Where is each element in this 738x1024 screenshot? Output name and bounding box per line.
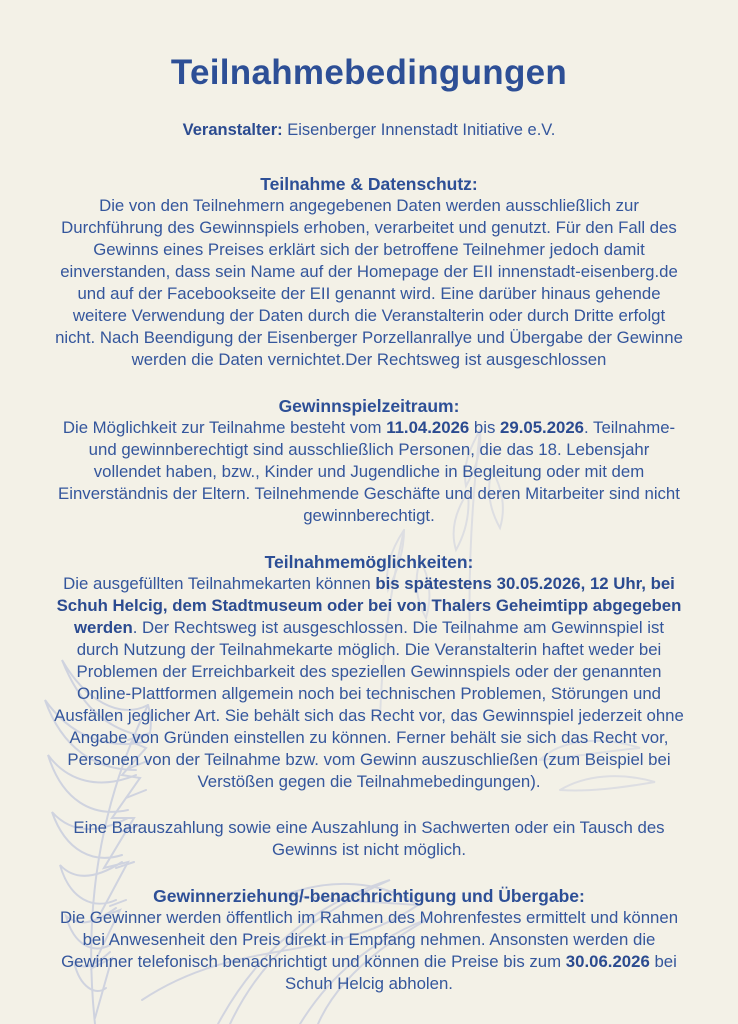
section-heading-zeitraum: Gewinnspielzeitraum: <box>278 395 460 416</box>
section-paragraph-zeitraum: Die Möglichkeit zur Teilnahme besteht vom 11.04.2026 bis 29.05.2026. Teilnahme- und gewinnberechtigt sind ausschließlich Personen, die das 18. Lebensjahr vollendet haben, bzw., Kinder und Jugendliche in Begleitung oder mit dem Einverständnis der Eltern. Teilnehmende Geschäfte und deren Mitarbeiter sind nicht gewinnberechtigt. <box>58 417 680 525</box>
section-heading-gewinnerziehung: Gewinnerziehung/-benachrichtigung und Übergabe: <box>153 885 585 906</box>
section-gewinnspielzeitraum <box>53 395 685 527</box>
section-teilnahme-datenschutz <box>53 173 685 371</box>
section-paragraph-moeglichkeiten: Die ausgefüllten Teilnahmekarten können bis spätestens 30.05.2026, 12 Uhr, bei Schuh Helcig, dem Stadtmuseum oder bei von Thalers Geheimtipp abgegeben werden. Der Rechtsweg ist ausgeschlossen. Die Teilnahme am Gewinnspiel ist durch Nutzung der Teilnahmekarte möglich. Die Veranstalterin haftet weder bei Problemen der Erreichbarkeit des speziellen Gewinnspiels oder der genannten Online-Plattformen allgemein noch bei technischen Problemen, Störungen und Ausfällen jeglicher Art. Sie behält sich das Recht vor, das Gewinnspiel jederzeit ohne Angabe von Gründen einstellen zu können. Ferner behält sie sich das Recht vor, Personen von der Teilnahme bzw. vom Gewinn auszuschließen (zum Beispiel bei Verstößen gegen die Teilnahmebedingungen). <box>54 573 684 791</box>
section-gewinnerziehung <box>53 885 685 995</box>
section-heading-moeglichkeiten: Teilnahmemöglichkeiten: <box>264 551 474 572</box>
section-paragraph-gewinnerziehung: Die Gewinner werden öffentlich im Rahmen des Mohrenfestes ermittelt und können bei Anwesenheit den Preis direkt in Empfang nehmen. Ansonsten werden die Gewinner telefonisch benachrichtigt und können die Preise bis zum 30.06.2026 bei Schuh Helcig abholen. <box>59 907 679 993</box>
section-teilnahmemoeglichkeiten <box>53 551 685 793</box>
page-title: Teilnahmebedingungen <box>170 53 568 92</box>
no-cash-payout-paragraph: Eine Barauszahlung sowie eine Auszahlung in Sachwerten oder ein Tausch des Gewinns ist nicht möglich. <box>73 817 665 859</box>
section-paragraph-datenschutz: Die von den Teilnehmern angegebenen Daten werden ausschließlich zur Durchführung des Gewinnspiels erhoben, verarbeitet und genutzt. Für den Fall des Gewinns eines Preises erklärt sich der betroffene Teilnehmer jedoch damit einverstanden, dass sein Name auf der Homepage der EII innenstadt-eisenberg.de und auf der Facebookseite der EII genannt wird. Eine darüber hinaus gehende weitere Verwendung der Daten durch die Veranstalterin oder durch Dritte erfolgt nicht. Nach Beendigung der Eisenberger Porzellanrallye und Übergabe der Gewinne werden die Daten vernichtet.Der Rechtsweg ist ausgeschlossen <box>55 195 683 369</box>
section-heading-datenschutz: Teilnahme & Datenschutz: <box>260 173 478 194</box>
terms-document <box>53 0 685 995</box>
organizer-line: Veranstalter: Eisenberger Innenstadt Initiative e.V. <box>182 120 556 139</box>
